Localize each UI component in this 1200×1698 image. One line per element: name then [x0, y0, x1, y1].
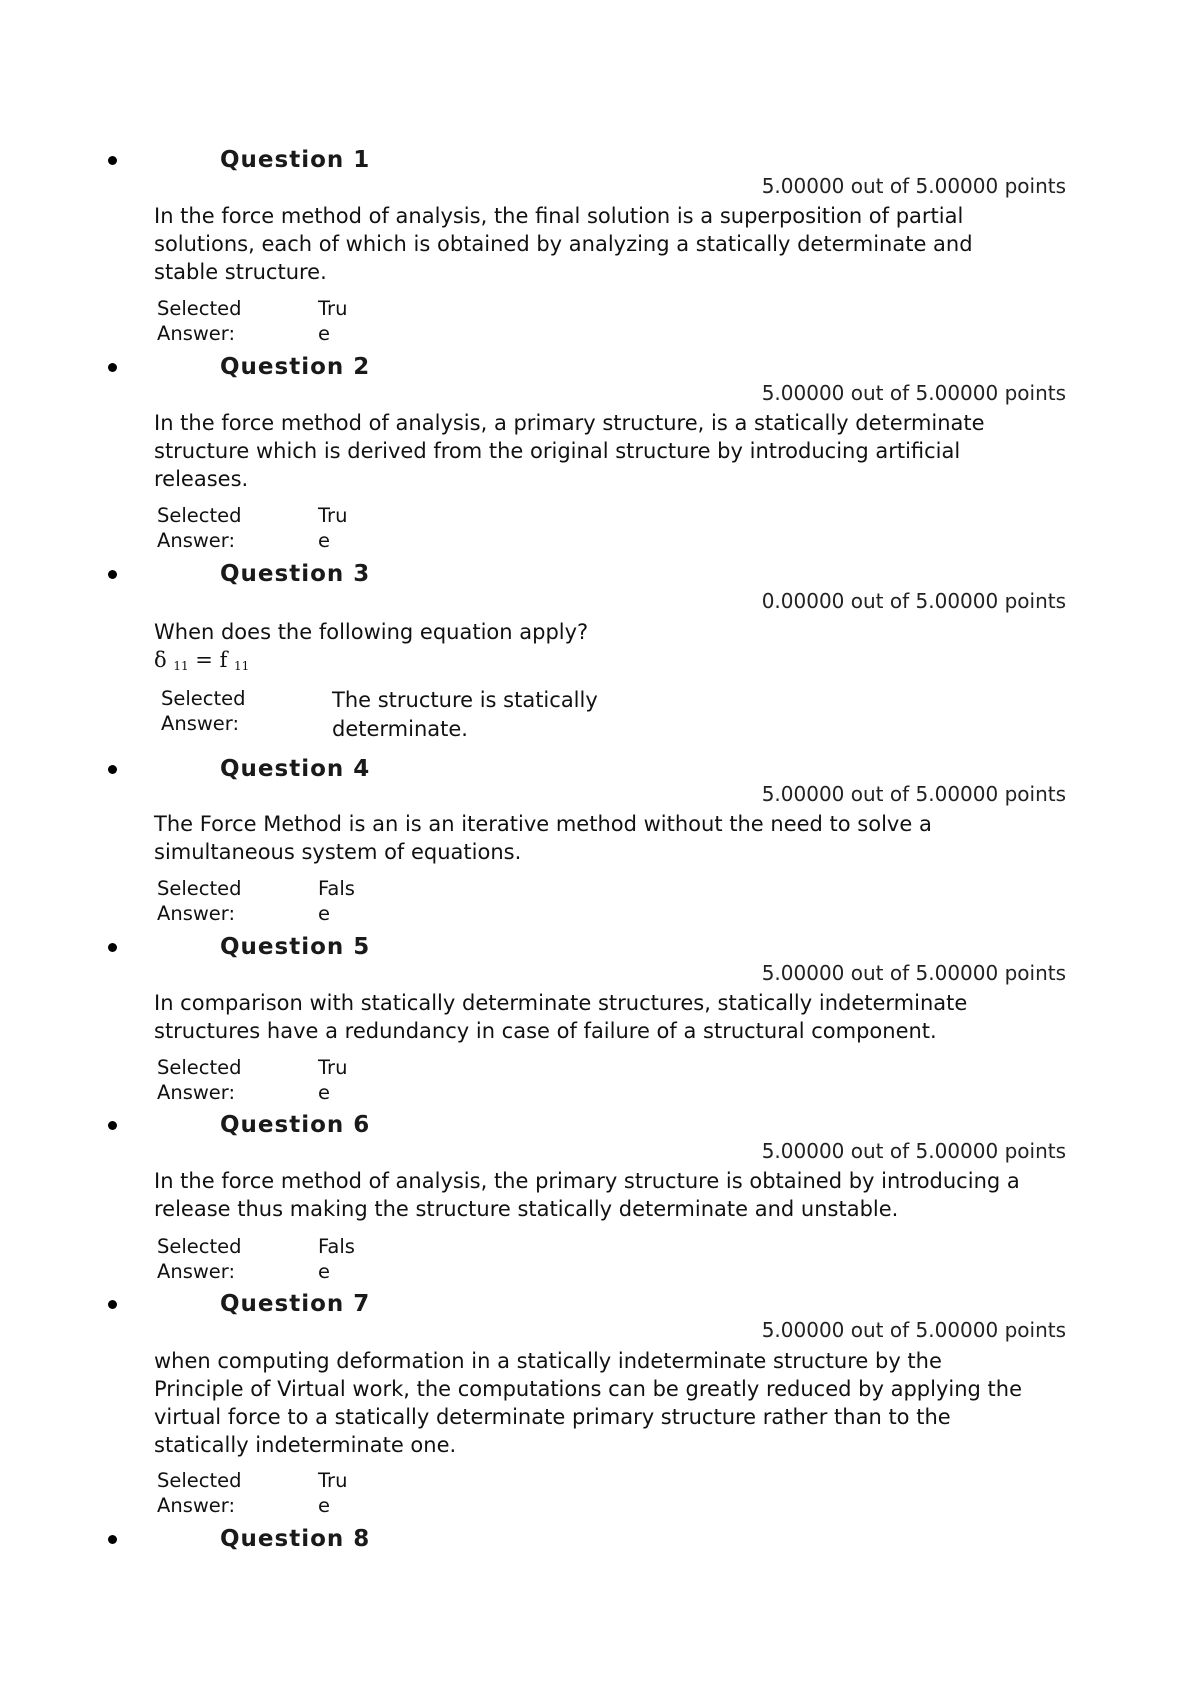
question-text: In the force method of analysis, the primary structure is obtained by introducing a release thus making the structure statically determinate and unstable.	[154, 1169, 1020, 1221]
bullet-icon	[108, 1121, 117, 1130]
bullet-icon	[108, 943, 117, 952]
bullet-icon	[108, 156, 117, 165]
selected-answer-label: Selected Answer:	[157, 877, 242, 925]
question-title: Question 7	[220, 1291, 371, 1317]
question-title: Question 6	[220, 1112, 371, 1138]
bullet-icon	[108, 1300, 117, 1309]
question-title: Question 5	[220, 934, 371, 960]
selected-answer-value: Fals e	[318, 877, 355, 925]
bullet-icon	[108, 570, 117, 579]
selected-answer-label: Selected Answer:	[157, 1469, 242, 1517]
question-score: 5.00000 out of 5.00000 points	[761, 174, 1066, 198]
bullet-icon	[108, 1535, 117, 1544]
bullet-icon	[108, 363, 117, 372]
bullet-icon	[108, 765, 117, 774]
selected-answer-value: Tru e	[318, 1056, 348, 1104]
selected-answer-value: Tru e	[318, 1469, 348, 1517]
question-text: In the force method of analysis, the final solution is a superposition of partial solutions, each of which is obtained by analyzing a statically determinate and stable structure.	[154, 204, 973, 284]
question-title: Question 8	[220, 1526, 371, 1552]
selected-answer-label: Selected Answer:	[161, 687, 246, 735]
question-title: Question 4	[220, 756, 371, 782]
question-score: 5.00000 out of 5.00000 points	[761, 961, 1066, 985]
selected-answer-value: Fals e	[318, 1235, 355, 1283]
question-text: In comparison with statically determinate structures, statically indeterminate structures have a redundancy in case of failure of a structural component.	[154, 991, 968, 1043]
question-title: Question 3	[220, 561, 371, 587]
question-title: Question 1	[220, 147, 371, 173]
equation: δ $_{11}$ = f $_{11}$	[154, 648, 250, 673]
question-text: The Force Method is an is an iterative method without the need to solve a simultaneous system of equations.	[154, 812, 932, 864]
question-score: 0.00000 out of 5.00000 points	[761, 589, 1066, 613]
selected-answer-label: Selected Answer:	[157, 297, 242, 345]
question-text: In the force method of analysis, a primary structure, is a statically determinate structure which is derived from the original structure by introducing artificial releases.	[154, 411, 985, 491]
selected-answer-value: Tru e	[318, 297, 348, 345]
selected-answer-label: Selected Answer:	[157, 1056, 242, 1104]
question-score: 5.00000 out of 5.00000 points	[761, 381, 1066, 405]
question-score: 5.00000 out of 5.00000 points	[761, 782, 1066, 806]
question-title: Question 2	[220, 354, 371, 380]
question-text: When does the following equation apply? δ $_{11}$ = f $_{11}$	[154, 618, 1004, 680]
question-text: when computing deformation in a statically indeterminate structure by the Principle of Virtual work, the computations can be greatly reduced by applying the virtual force to a statically determinate primary structure rather than to the statically indeterminate one.	[154, 1349, 1022, 1457]
selected-answer-value: Tru e	[318, 504, 348, 552]
selected-answer-label: Selected Answer:	[157, 1235, 242, 1283]
question-score: 5.00000 out of 5.00000 points	[761, 1139, 1066, 1163]
question-score: 5.00000 out of 5.00000 points	[761, 1318, 1066, 1342]
selected-answer-label: Selected Answer:	[157, 504, 242, 552]
selected-answer-value: The structure is statically determinate.	[332, 688, 598, 741]
